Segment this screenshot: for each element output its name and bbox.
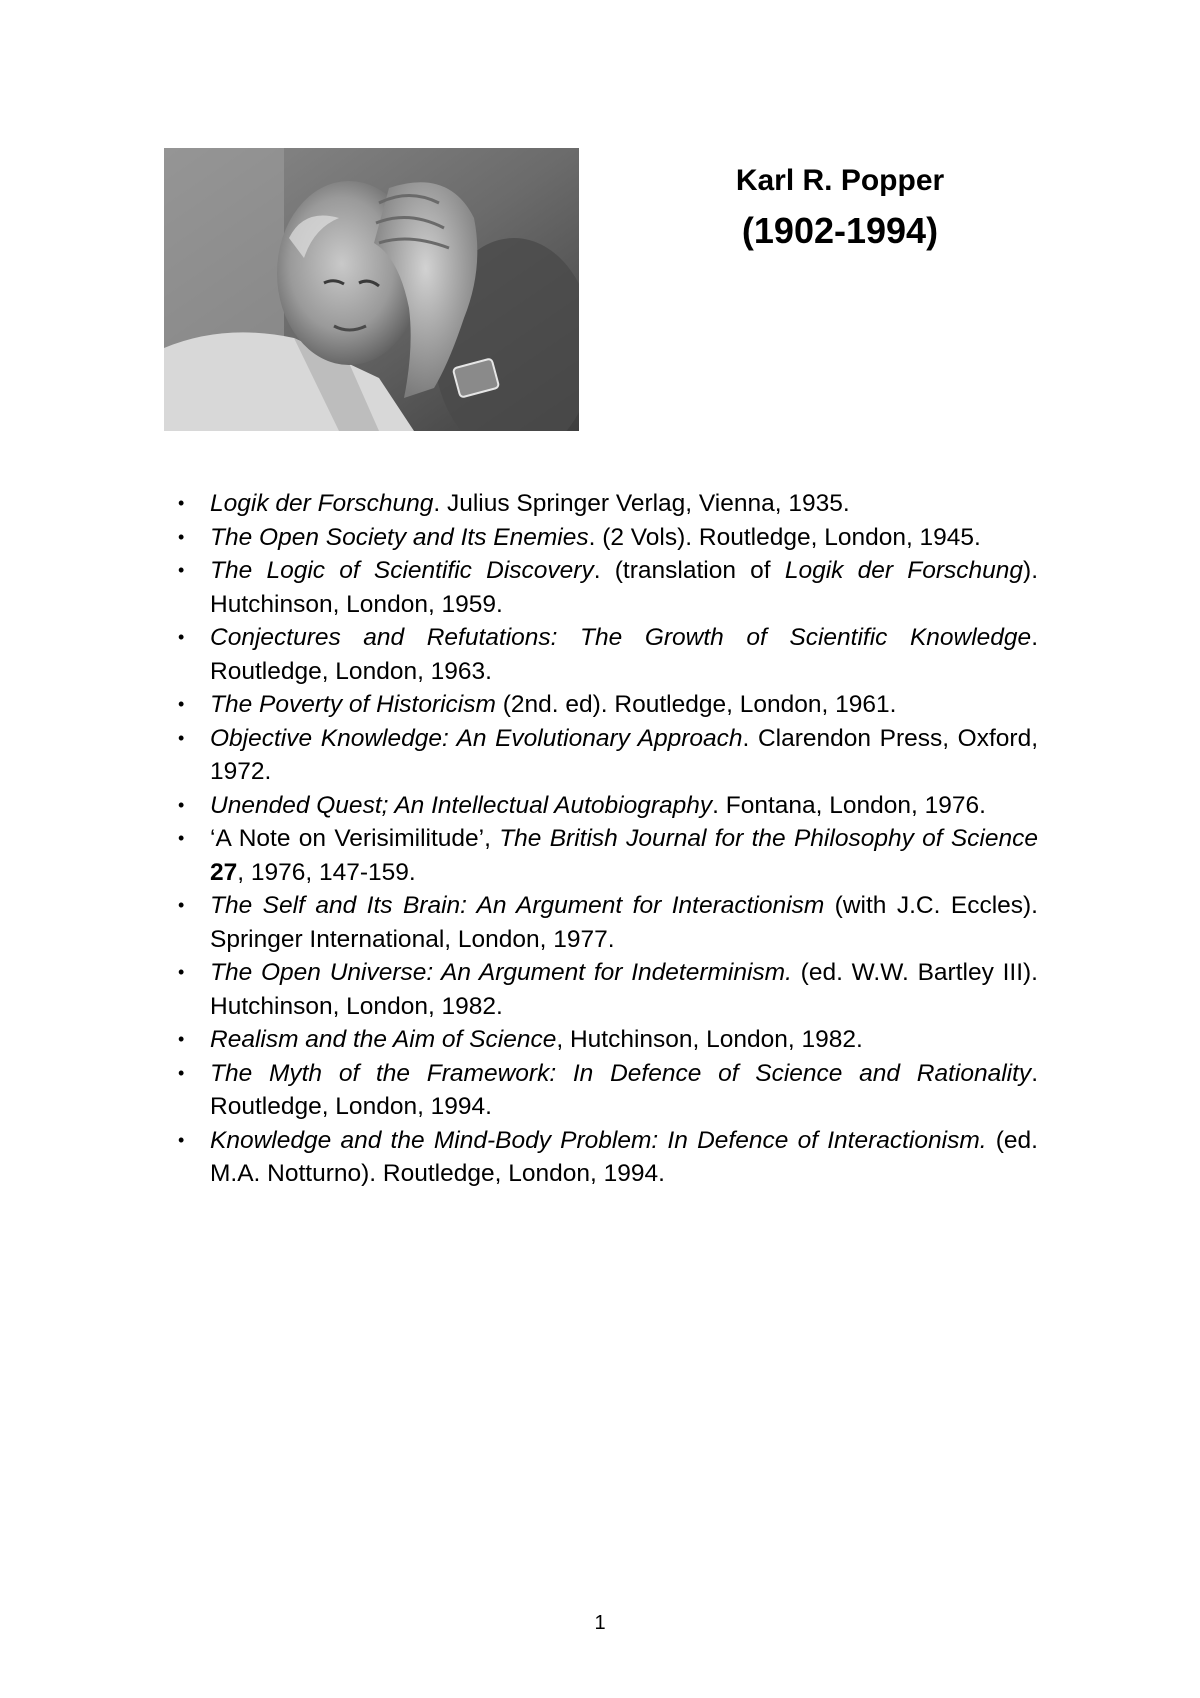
citation-text: (2nd. ed). Routledge, London, 1961.	[495, 691, 897, 718]
citation-text: . Clarendon Press, Oxford, 1972.	[210, 724, 1039, 785]
bibliography-item	[178, 521, 1038, 555]
bibliography-item	[178, 1057, 1038, 1124]
author-dates: (1902-1994)	[741, 210, 939, 251]
citation-text: , 1976, 147-159.	[237, 858, 416, 886]
bibliography-text	[210, 792, 986, 819]
citation-text: ). Hutchinson, London, 1959.	[210, 557, 1038, 618]
portrait-photo-icon	[164, 148, 579, 431]
bibliography-item	[178, 1124, 1038, 1191]
work-title: The British Journal for the Philosophy of Science	[499, 825, 1039, 852]
bullet-icon: •	[178, 962, 185, 982]
bullet-icon: •	[178, 794, 185, 815]
bibliography-text	[210, 524, 981, 551]
bibliography-text	[210, 1127, 1038, 1188]
citation-text: . (2 Vols). Routledge, London, 1945.	[588, 523, 981, 551]
citation-text: . Fontana, London, 1976.	[712, 791, 986, 819]
bibliography-item	[178, 822, 1039, 889]
bibliography-item	[178, 554, 1038, 621]
work-title: Realism and the Aim of Science	[210, 1026, 557, 1053]
bibliography-text	[210, 691, 896, 718]
work-title: Objective Knowledge: An Evolutionary Approach	[210, 724, 743, 752]
volume-number: 27	[210, 858, 238, 886]
bibliography-list	[178, 487, 1039, 1191]
work-title: The Self and Its Brain: An Argument for Interactionism	[210, 892, 825, 919]
bibliography-text	[210, 490, 850, 517]
citation-text: (ed. M.A. Notturno). Routledge, London, 1994.	[210, 1126, 1038, 1187]
work-title: The Myth of the Framework: In Defence of Science and Rationality	[210, 1059, 1032, 1087]
bibliography-item	[178, 789, 1038, 823]
citation-text: . (translation of	[593, 557, 785, 584]
bullet-icon: •	[178, 1029, 185, 1049]
work-title: The Open Universe: An Argument for Indeterminism.	[210, 959, 792, 986]
bibliography-text	[210, 624, 1038, 685]
bullet-icon: •	[178, 526, 185, 547]
work-title: The Logic of Scientific Discovery	[210, 557, 594, 584]
work-title: Logik der Forschung	[210, 490, 434, 517]
bibliography-item	[178, 688, 1038, 722]
citation-text: . Routledge, London, 1963.	[210, 624, 1038, 685]
bullet-icon: •	[178, 895, 185, 915]
bibliography-item	[178, 722, 1039, 789]
bibliography-item	[178, 956, 1038, 1023]
work-title: Conjectures and Refutations: The Growth of Scientific Knowledge	[210, 624, 1032, 651]
work-title: Unended Quest; An Intellectual Autobiography	[210, 791, 713, 819]
bibliography-text	[210, 725, 1038, 786]
citation-text: . Julius Springer Verlag, Vienna, 1935.	[433, 490, 850, 517]
author-name: Karl R. Popper	[735, 164, 945, 197]
bibliography-item	[178, 889, 1038, 956]
bibliography-text	[210, 825, 1038, 886]
bullet-icon: •	[178, 493, 185, 513]
work-title: Knowledge and the Mind-Body Problem: In Defence of Interactionism.	[210, 1126, 987, 1154]
citation-text: , Hutchinson, London, 1982.	[556, 1026, 863, 1053]
work-title: The Poverty of Historicism	[210, 691, 496, 718]
bibliography-item	[178, 621, 1038, 688]
work-title: The Open Society and Its Enemies	[210, 523, 589, 551]
work-title: Logik der Forschung	[784, 557, 1024, 584]
citation-text: . Routledge, London, 1994.	[210, 1059, 1038, 1120]
bibliography-text	[210, 959, 1038, 1020]
bibliography-text	[210, 892, 1038, 953]
bibliography-item	[178, 1023, 1038, 1057]
bullet-icon: •	[178, 560, 185, 580]
page-number: 1	[594, 1612, 606, 1634]
bullet-icon: •	[178, 694, 185, 714]
bullet-icon: •	[178, 1129, 185, 1150]
bibliography-item	[178, 487, 1038, 521]
citation-text: ‘A Note on Verisimilitude’,	[210, 825, 500, 852]
bullet-icon: •	[178, 727, 185, 748]
bibliography-text	[210, 557, 1038, 618]
bibliography-text	[210, 1026, 863, 1053]
citation-text: (with J.C. Eccles). Springer International, London, 1977.	[210, 892, 1038, 953]
bibliography-text	[210, 1060, 1038, 1121]
citation-text: (ed. W.W. Bartley III). Hutchinson, London, 1982.	[210, 959, 1038, 1020]
bullet-icon: •	[178, 627, 185, 647]
bullet-icon: •	[178, 1062, 185, 1083]
bullet-icon: •	[178, 828, 185, 848]
